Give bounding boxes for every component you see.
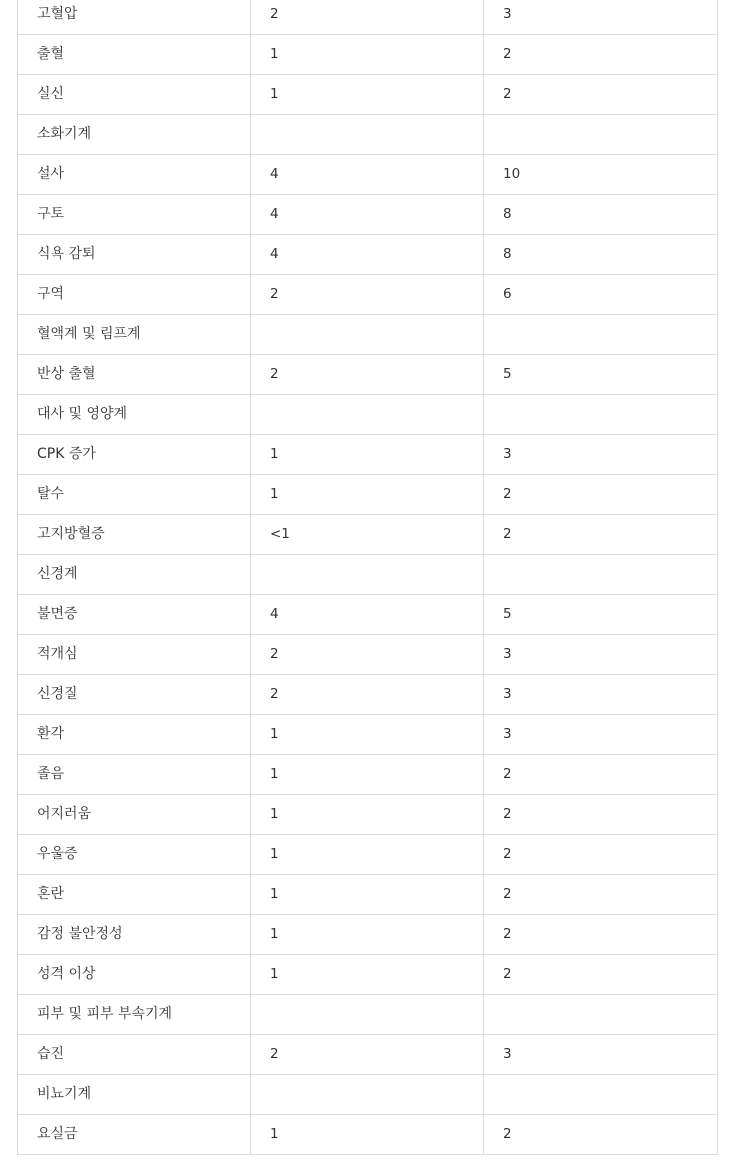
row-value-a-cell: <1 [251, 515, 484, 555]
table-row [18, 1075, 718, 1115]
row-term-cell: 감정 불안정성 [18, 915, 251, 955]
row-value-b-cell: 2 [484, 1115, 718, 1155]
table-row [18, 715, 718, 755]
row-value-b-cell: 3 [484, 715, 718, 755]
row-value-a-cell: 2 [251, 0, 484, 35]
table-row [18, 915, 718, 955]
row-value-b-cell: 2 [484, 515, 718, 555]
row-value-a-cell: 1 [251, 35, 484, 75]
row-value-a-cell: 2 [251, 1035, 484, 1075]
row-value-b-cell: 2 [484, 475, 718, 515]
table-row [18, 195, 718, 235]
row-value-b-cell: 2 [484, 75, 718, 115]
row-value-b-cell: 2 [484, 35, 718, 75]
table-row [18, 155, 718, 195]
row-term-cell: 졸음 [18, 755, 251, 795]
row-value-a-cell: 1 [251, 915, 484, 955]
row-value-a-cell: 4 [251, 155, 484, 195]
row-value-a-cell: 1 [251, 1115, 484, 1155]
row-value-b-cell: 8 [484, 235, 718, 275]
row-value-a-cell [251, 555, 484, 595]
table-row [18, 275, 718, 315]
table-row [18, 0, 718, 35]
row-value-a-cell: 1 [251, 755, 484, 795]
row-term-cell: 대사 및 영양계 [18, 395, 251, 435]
row-term-cell: 구토 [18, 195, 251, 235]
row-value-a-cell [251, 995, 484, 1035]
row-value-a-cell: 1 [251, 475, 484, 515]
table-row [18, 1035, 718, 1075]
row-value-b-cell: 3 [484, 675, 718, 715]
row-value-a-cell: 4 [251, 595, 484, 635]
row-value-b-cell [484, 395, 718, 435]
row-value-a-cell: 2 [251, 675, 484, 715]
row-value-b-cell: 2 [484, 915, 718, 955]
table-row [18, 795, 718, 835]
row-value-b-cell [484, 315, 718, 355]
table-row [18, 35, 718, 75]
row-value-a-cell: 4 [251, 235, 484, 275]
row-value-b-cell: 3 [484, 435, 718, 475]
row-term-cell: 습진 [18, 1035, 251, 1075]
table-body [18, 0, 718, 1155]
row-term-cell: 탈수 [18, 475, 251, 515]
row-value-b-cell: 5 [484, 595, 718, 635]
table-row [18, 875, 718, 915]
table-row [18, 75, 718, 115]
table-row [18, 635, 718, 675]
row-value-a-cell [251, 395, 484, 435]
row-term-cell: 실신 [18, 75, 251, 115]
row-term-cell: 비뇨기계 [18, 1075, 251, 1115]
table-row [18, 595, 718, 635]
row-value-a-cell: 1 [251, 835, 484, 875]
row-value-a-cell: 1 [251, 875, 484, 915]
row-term-cell: 환각 [18, 715, 251, 755]
table-row [18, 955, 718, 995]
row-value-b-cell: 3 [484, 0, 718, 35]
table-row [18, 555, 718, 595]
table-row [18, 115, 718, 155]
row-value-a-cell: 1 [251, 715, 484, 755]
row-term-cell: 출혈 [18, 35, 251, 75]
row-value-b-cell [484, 555, 718, 595]
table-row [18, 675, 718, 715]
row-value-b-cell: 5 [484, 355, 718, 395]
row-value-a-cell [251, 1075, 484, 1115]
row-term-cell: 신경질 [18, 675, 251, 715]
row-term-cell: 적개심 [18, 635, 251, 675]
row-term-cell: 식욕 감퇴 [18, 235, 251, 275]
row-value-b-cell: 3 [484, 1035, 718, 1075]
row-term-cell: 고혈압 [18, 0, 251, 35]
row-value-b-cell [484, 1075, 718, 1115]
row-term-cell: CPK 증가 [18, 435, 251, 475]
row-value-a-cell: 2 [251, 275, 484, 315]
row-value-a-cell: 1 [251, 435, 484, 475]
row-value-a-cell [251, 115, 484, 155]
adverse-events-table [17, 0, 718, 1155]
row-value-b-cell: 3 [484, 635, 718, 675]
row-value-a-cell [251, 315, 484, 355]
row-value-a-cell: 1 [251, 955, 484, 995]
row-term-cell: 피부 및 피부 부속기계 [18, 995, 251, 1035]
row-value-a-cell: 4 [251, 195, 484, 235]
row-term-cell: 반상 출혈 [18, 355, 251, 395]
row-value-b-cell [484, 995, 718, 1035]
table-row [18, 995, 718, 1035]
row-value-b-cell [484, 115, 718, 155]
row-value-a-cell: 2 [251, 355, 484, 395]
table-row [18, 315, 718, 355]
row-term-cell: 우울증 [18, 835, 251, 875]
row-value-b-cell: 2 [484, 955, 718, 995]
table-row [18, 235, 718, 275]
row-value-a-cell: 1 [251, 75, 484, 115]
row-value-b-cell: 6 [484, 275, 718, 315]
row-value-b-cell: 8 [484, 195, 718, 235]
row-term-cell: 어지러움 [18, 795, 251, 835]
table-row [18, 355, 718, 395]
row-term-cell: 성격 이상 [18, 955, 251, 995]
row-term-cell: 고지방혈증 [18, 515, 251, 555]
row-term-cell: 구역 [18, 275, 251, 315]
table-row [18, 515, 718, 555]
table-row [18, 435, 718, 475]
table-row [18, 755, 718, 795]
row-term-cell: 설사 [18, 155, 251, 195]
table-row [18, 1115, 718, 1155]
table-row [18, 475, 718, 515]
row-term-cell: 혼란 [18, 875, 251, 915]
row-value-a-cell: 1 [251, 795, 484, 835]
adverse-events-table-container [17, 0, 717, 1155]
row-value-b-cell: 2 [484, 755, 718, 795]
row-term-cell: 요실금 [18, 1115, 251, 1155]
row-value-b-cell: 2 [484, 835, 718, 875]
table-row [18, 835, 718, 875]
row-value-b-cell: 2 [484, 795, 718, 835]
row-term-cell: 혈액계 및 림프계 [18, 315, 251, 355]
row-term-cell: 소화기계 [18, 115, 251, 155]
row-value-b-cell: 2 [484, 875, 718, 915]
row-term-cell: 불면증 [18, 595, 251, 635]
table-row [18, 395, 718, 435]
row-value-a-cell: 2 [251, 635, 484, 675]
row-value-b-cell: 10 [484, 155, 718, 195]
row-term-cell: 신경계 [18, 555, 251, 595]
